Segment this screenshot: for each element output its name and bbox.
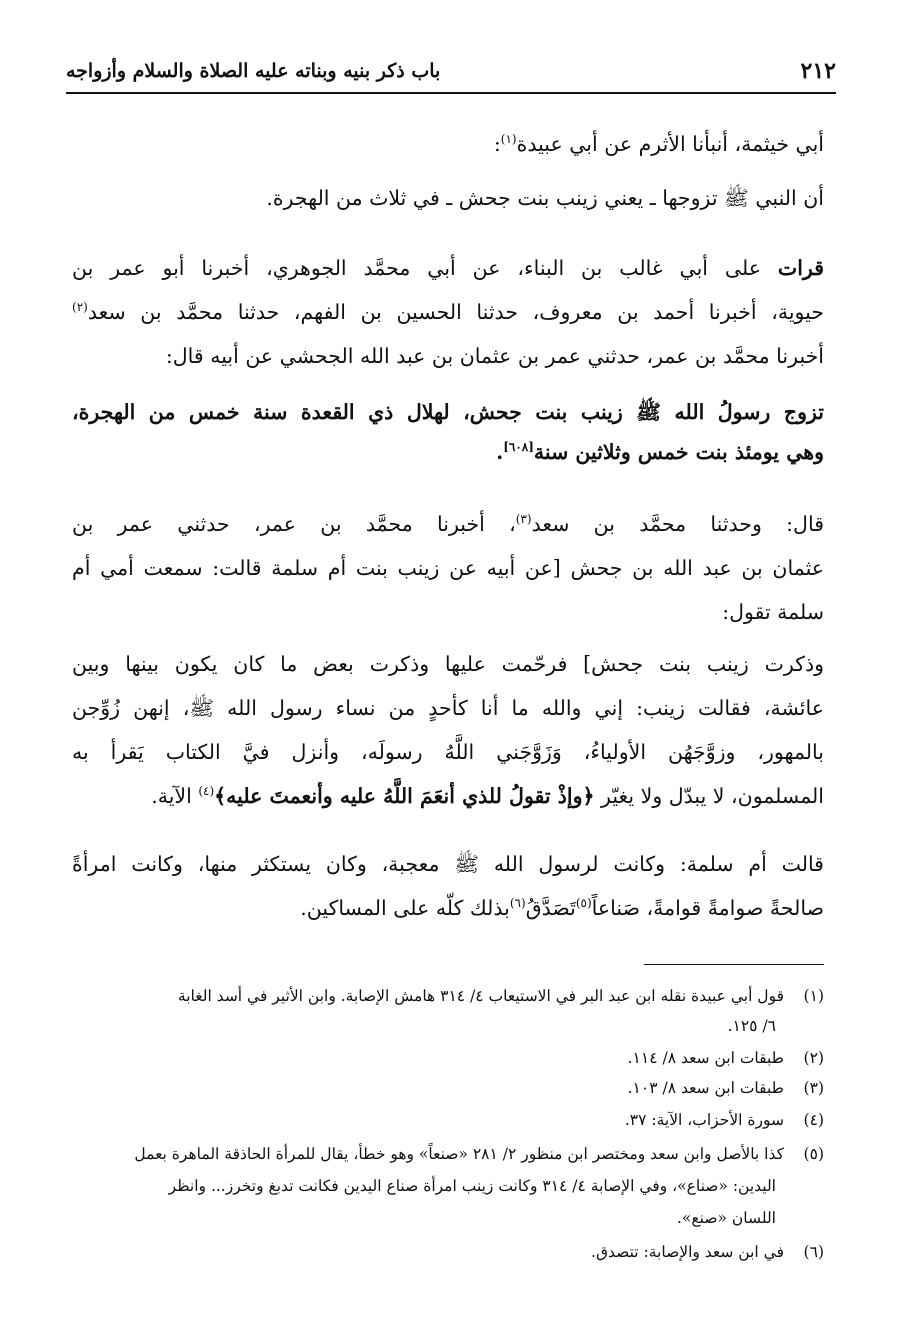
footnote-text: سورة الأحزاب، الآية: ٣٧. (624, 1111, 784, 1129)
footnote-ref: (٦) (509, 896, 526, 911)
text-run: بذلك كلّه على المساكين. (300, 896, 510, 920)
footnote-number: (٦) (803, 1243, 824, 1261)
text-line-6: تزوج رسولُ الله ﷺ زينب بنت جحش، لهلال ذي القعدة سنة خمس من الهجرة، (72, 400, 824, 424)
footnote-4 (72, 1106, 824, 1134)
footnote-text: في ابن سعد والإصابة: تتصدق. (591, 1243, 784, 1261)
footnote-number: (٤) (803, 1111, 824, 1129)
lead-word: قرات (777, 256, 824, 280)
footnote-number: (٢) (803, 1049, 824, 1067)
footnote-rule (644, 964, 824, 965)
running-title: باب ذكر بنيه وبناته عليه الصلاة والسلام وأزواجه (66, 60, 441, 82)
footnote-1 (72, 982, 824, 1010)
text-line-4 (72, 294, 824, 330)
text-run: حيوية، أخبرنا أحمد بن معروف، حدثنا الحسين بن الفهم، حدثنا محمَّد بن سعد (87, 300, 824, 324)
text-line-9: عثمان بن عبد الله بن جحش [عن أبيه عن زينب بنت أم سلمة قالت: سمعت أمي أم (72, 556, 824, 580)
text-line-1 (72, 126, 824, 162)
text-run: قال: وحدثنا محمَّد بن سعد (531, 512, 824, 536)
footnote-ref: (٤) (198, 784, 215, 799)
footnote-ref: (١) (500, 132, 517, 147)
footnote-ref: (٢) (72, 300, 88, 315)
text-line-11: وذكرت زينب بنت جحش] فرحّمت عليها وذكرت بعض ما كان يكون بينها وبين (72, 652, 824, 676)
text-line-10: سلمة تقول: (722, 600, 824, 624)
text-line-13: بالمهور، وزوَّجَهُن الأولياءُ، وَزَوَّجَني اللَّهُ رسولَه، وأنزل فيَّ الكتاب يَقرأ به (72, 740, 824, 764)
text-line-12: عائشة، فقالت زينب: إني والله ما أنا كأحدٍ من نساء رسول الله ﷺ، إنهن زُوِّجن (72, 696, 824, 720)
footnote-text: كذا بالأصل وابن سعد ومختصر ابن منظور ٢/ ٢٨١ «صنعاً» وهو خطأ، يقال للمرأة الحاذقة الماهرة بعمل (134, 1145, 784, 1163)
text-run: تَصَدَّقُ (525, 896, 576, 920)
text-run: ، أخبرنا محمَّد بن عمر، حدثني عمر بن (72, 512, 516, 536)
text-line-16 (72, 890, 824, 926)
page-number: ٢١٢ (800, 58, 836, 84)
text-line-14 (72, 778, 824, 814)
footnote-number: (٥) (803, 1145, 824, 1163)
footnote-6 (72, 1238, 824, 1266)
text-run: وهي يومئذ بنت خمس وثلاثين سنة (533, 440, 824, 464)
text-line-2: أن النبي ﷺ تزوجها ـ يعني زينب بنت جحش ـ في ثلاث من الهجرة. (266, 186, 824, 210)
text-run: الآية. (151, 784, 199, 808)
text-run: المسلمون، لا يبدّل ولا يغيّر (601, 784, 824, 808)
footnote-5-cont2: اللسان «صنع». (676, 1209, 776, 1227)
footnote-5-cont: اليدين: «صناع»، وفي الإصابة ٤/ ٣١٤ وكانت زينب امرأة صناع اليدين فكانت تدبغ وتخرز... وانظر (168, 1177, 776, 1195)
quran-quote: ﴿وإذْ تقولُ للذي أنعَمَ اللَّهُ عليه وأنعمتَ عليه﴾ (214, 784, 595, 808)
text-line-8 (72, 506, 824, 542)
footnote-ref: (٥) (575, 896, 592, 911)
hadith-number: [٦٠٨] (503, 440, 534, 455)
footnote-ref: (٣) (515, 512, 532, 527)
text-run: على أبي غالب بن البناء، عن أبي محمَّد الجوهري، أخبرنا أبو عمر بن (72, 256, 778, 280)
footnote-3 (72, 1074, 824, 1102)
footnote-text: طبقات ابن سعد ٨/ ١٠٣. (627, 1079, 784, 1097)
footnote-number: (١) (803, 987, 824, 1005)
footnote-2 (72, 1044, 824, 1072)
text-run: : (493, 132, 501, 156)
footnote-1-cont: ٦/ ١٢٥. (727, 1017, 776, 1035)
footnote-text: طبقات ابن سعد ٨/ ١١٤. (627, 1049, 784, 1067)
page-header (66, 58, 836, 88)
header-rule (66, 92, 836, 94)
text-run: أبي خيثمة، أنبأنا الأثرم عن أبي عبيدة (516, 132, 824, 156)
footnote-text: قول أبي عبيدة نقله ابن عبد البر في الاستيعاب ٤/ ٣١٤ هامش الإصابة. وابن الأثير في أسد الغابة (177, 987, 784, 1005)
text-run: . (496, 440, 504, 464)
footnote-5 (72, 1140, 824, 1168)
text-line-3 (72, 250, 824, 286)
footnote-number: (٣) (803, 1079, 824, 1097)
text-line-7 (72, 434, 824, 470)
text-line-15: قالت أم سلمة: وكانت لرسول الله ﷺ معجبة، وكان يستكثر منها، وكانت امرأةً (72, 852, 824, 876)
text-run: صالحةً صوامةً قوامةً، صَناعاً (591, 896, 824, 920)
text-line-5: أخبرنا محمَّد بن عمر، حدثني عمر بن عثمان بن عبد الله الجحشي عن أبيه قال: (165, 344, 824, 368)
